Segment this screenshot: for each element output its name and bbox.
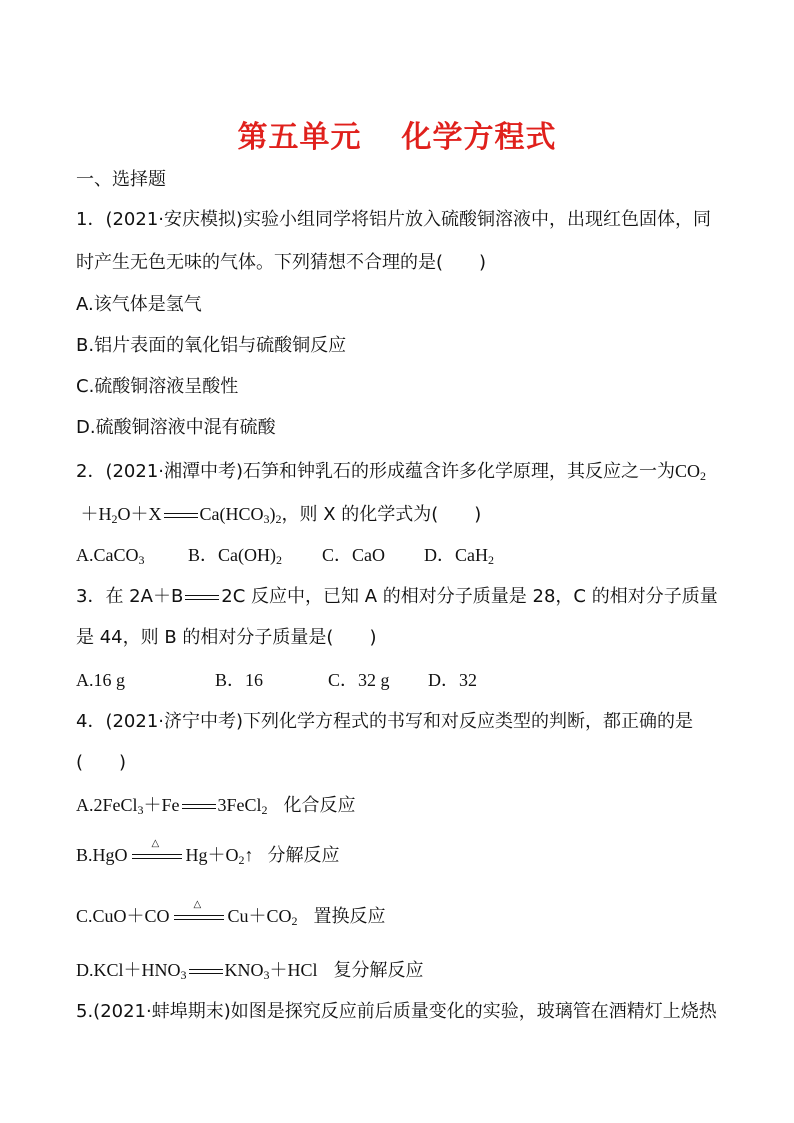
q1-option-d: D.硫酸铜溶液中混有硫酸 <box>76 417 276 438</box>
q1-option-c: C.硫酸铜溶液呈酸性 <box>76 376 239 397</box>
q2-line2: $+H_2O+X$ $Ca(HCO_3)_2$，则 X 的化学式为( ) <box>80 504 482 526</box>
q4-line1: 4．(2021·济宁中考)下列化学方程式的书写和对反应类型的判断，都正确的是 <box>76 711 694 732</box>
q3-options: A.16 g B．16 C．32 g D．32 <box>76 670 477 690</box>
page-title <box>0 112 794 156</box>
q1-line1: 1．(2021·安庆模拟)实验小组同学将铝片放入硫酸铜溶液中，出现红色固体，同 <box>76 209 712 230</box>
q2-options: A.CaCO$_3$ B．$Ca(OH)_2$ C．CaO D．CaH$_2$ <box>76 545 494 567</box>
section-heading: 一、选择题 <box>76 169 166 190</box>
q4-option-b: B.HgO △ $Hg+O_2↑$ 分解反应 <box>76 837 340 867</box>
q1-line2: 时产生无色无味的气体。下列猜想不合理的是( ) <box>76 252 487 273</box>
equals-sign <box>189 969 223 974</box>
unit-name: 化学方程式 <box>401 120 557 155</box>
q4-option-a: A.2FeCl$_3$＋Fe 3FeCl$_2$ 化合反应 <box>76 795 356 817</box>
heat-equals-sign: △ <box>174 915 224 920</box>
heat-equals-sign: △ <box>132 854 182 859</box>
equals-sign <box>164 513 198 518</box>
q1-option-a: A.该气体是氢气 <box>76 294 202 315</box>
q4-option-c: C.CuO＋CO △ $Cu+CO_2$ 置换反应 <box>76 898 386 928</box>
q2-line1: 2．(2021·湘潭中考)石笋和钟乳石的形成蕴含许多化学原理，其反应之一为$CO_2$ <box>76 461 707 483</box>
equals-sign <box>182 804 216 809</box>
q1-option-b: B.铝片表面的氧化铝与硫酸铜反应 <box>76 335 347 356</box>
equals-sign <box>185 595 219 600</box>
q4-line2: ( ) <box>76 752 127 773</box>
q3-line1: 3．在 2A＋B 2C 反应中，已知 A 的相对分子质量是 28，C 的相对分子质量 <box>76 586 718 607</box>
unit-label: 第五单元 <box>237 120 362 155</box>
q5-line1: 5.(2021·蚌埠期末)如图是探究反应前后质量变化的实验，玻璃管在酒精灯上烧热 <box>76 1001 717 1022</box>
q3-line2: 是 44，则 B 的相对分子质量是( ) <box>76 627 377 648</box>
q4-option-d: $D.KCl+HNO_3$ $KNO_3+HCl$ 复分解反应 <box>76 960 424 982</box>
